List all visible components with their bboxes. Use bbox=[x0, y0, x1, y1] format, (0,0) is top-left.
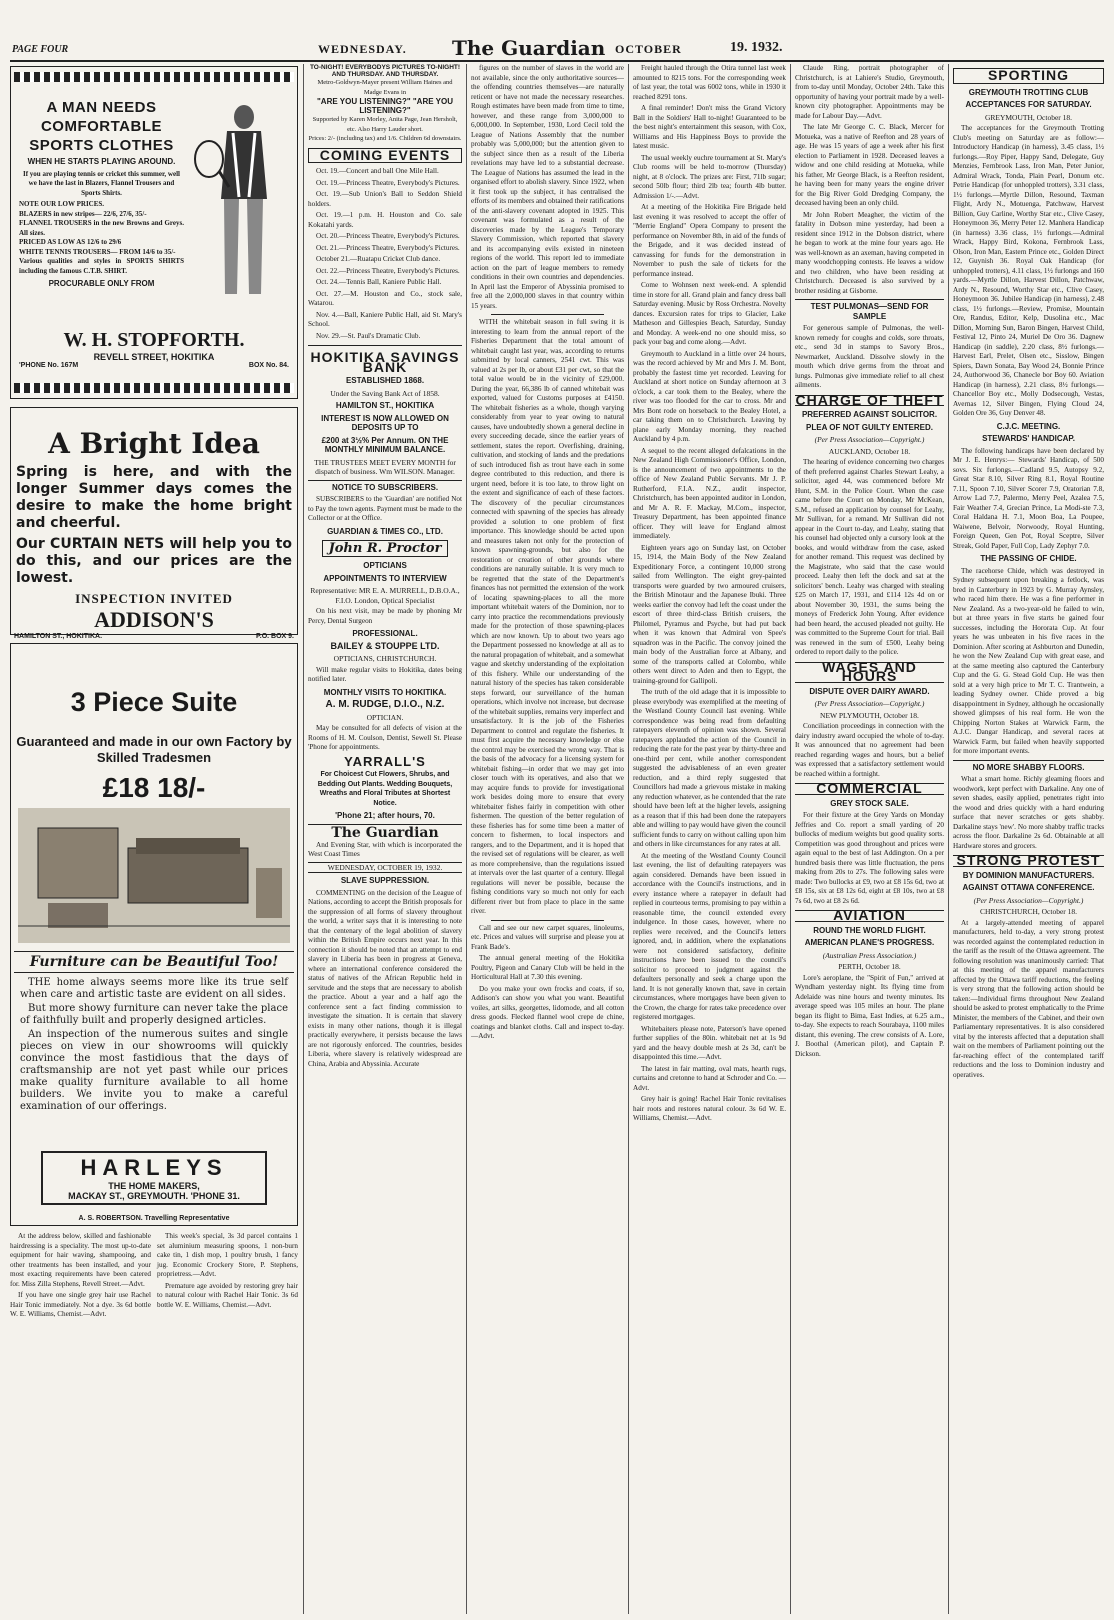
pulmonas-text: For generous sample of Pulmonas, the well-known remedy for coughs and colds, sore throats, etc., send 3d in stamps to Savory Bros., Newmarket, Auckland. Dissolve slowly in the mouth which drive germs from the throat and lungs. Pulmonas give immediate relief to all chest ailments. bbox=[795, 324, 944, 389]
professional-title: PROFESSIONAL. bbox=[352, 629, 418, 638]
slave-text-cont: figures on the number of slaves in the world are not available, since the only authoritative sources—the offending countries themselves—are naturally reticent or have not made the necessary researches. Rough estimates have been made from time to time, however, and these range from 3,000,000 to 6,000,000. In September, 1930, Lord Cecil told the League of Nations Assembly that the number probably was 5,000,000; but the attention given to the subject since then as a result of the Liberia revelations may have led to a substantial decrease. The League of Nations has assumed the lead in the organised effort to abolish slavery. Since 1922, when it first took up the subject, it has centralised the efforts of its members and obtained their ratifications of the anti-slavery covenant adopted in 1925. This covenant was formulated as a result of the discoveries made by the League's Temporary Slavery Commission, which reported that slavery and its accompanying evils existed in nineteen regions of the world. This report led to immediate action on the part of league members to remedy conditions in their own countries and dependencies. In April last the Emperor of Abyssinia promised to free all the 2,000,000 slaves in that country within 15 years. bbox=[471, 64, 624, 310]
protest-sub: BY DOMINION MANUFACTURERS. bbox=[962, 870, 1095, 880]
event-item: Oct. 27.—M. Houston and Co., stock sale, Watarou. bbox=[308, 289, 462, 307]
news-item: Grey hair is going! Rachel Hair Tonic revitalises hair roots and restores natural colour. 3s 6d W. E. Williams, Chemist.—Advt. bbox=[633, 1095, 786, 1122]
price-line: Various qualities and styles in SPORTS SHIRTS including the famous C.T.B. SHIRT. bbox=[19, 257, 184, 275]
furniture-illustration-icon bbox=[18, 808, 290, 943]
notice-title: NOTICE TO SUBSCRIBERS. bbox=[308, 480, 462, 493]
crockery-notice: This week's special, 3s 3d parcel contains 1 set aluminium measuring spoons, 1 non-burn cake tin, 1 dish mop, 1 poultry brush, 1 fancy jug. Economic Crockery Store, P. Stephens, proprietress.—Advt. bbox=[157, 1232, 298, 1278]
guardian-date: WEDNESDAY, OCTOBER 19, 1932. bbox=[308, 862, 462, 874]
addisons-name: ADDISON'S bbox=[94, 607, 214, 632]
harleys-name: HARLEYS bbox=[80, 1155, 228, 1180]
event-item: Oct. 21.—Princess Theatre, Everybody's Pictures. bbox=[316, 243, 460, 252]
news-item: Greymouth to Auckland in a little over 24 hours, was the record achieved by Mr and Mrs J. M. Bont, probably the fastest time yet recorded. Leaving for Auckland at short notice on Sunday afternoon at 3 o'clock, a car took them to the Bealey, where the river was too flooded for the car to cross. Mr and Mrs Bont rode on horseback to the Bealey Hotel, a car taking them on to Christchurch. Leaving by plane early Monday morning, they reached Auckland by 4 p.m. bbox=[633, 349, 786, 443]
bank-rate: £200 at 3½% Per Annum. ON THE MONTHLY MINIMUM BALANCE. bbox=[321, 435, 449, 454]
aviation-sub: ROUND THE WORLD FLIGHT. bbox=[813, 925, 926, 935]
ad-headline: COMFORTABLE bbox=[40, 118, 163, 135]
guardian-title: The Guardian bbox=[308, 824, 462, 841]
news-item: The late Mr George C. C. Black, Mercer for Motueka, was a native of Reefton and 28 years of age. He was 15 years of age a week after his first election to Parliament in 1928. Deceased leaves a widow and one child residing at Motueka, while his father, Mr George Black, is a Reefton resident, he having been for many years the engine driver for the Big River Gold Dredging Company, the deceased having been an only child. bbox=[795, 123, 944, 207]
ad-headline: A MAN NEEDS bbox=[46, 99, 157, 116]
event-item: Oct. 20.—Princess Theatre, Everybody's Pictures. bbox=[316, 232, 460, 240]
pictures-cast: Metro-Goldwyn-Mayer present William Haines and Madge Evans in bbox=[317, 79, 453, 96]
yarrall-text: For Choicest Cut Flowers, Shrubs, and Bedding Out Plants. Wedding Bouquets, Wreaths and Floral Tributes at Shortest Notice. bbox=[317, 771, 453, 807]
hair-tonic-notice: Premature age avoided by restoring grey hair to natural colour with Rachel Hair Tonic. 3s 6d bottle W. E. Williams, Chemist.—Advt. bbox=[157, 1281, 298, 1309]
event-item: Oct. 19.—1 p.m. H. Houston and Co. sale Kokatahi yards. bbox=[308, 211, 462, 229]
bailey-name: BAILEY & STOUPPE LTD. bbox=[330, 640, 440, 651]
poultry-notice: The annual general meeting of the Hokitika Poultry, Pigeon and Canary Club will be held in the Horticultural Hall at 7.30 this evening. bbox=[471, 954, 624, 981]
commercial-text: For their fixture at the Grey Yards on Monday Jeffries and Co. report a small yarding of 20 bullocks of medium weights but good quality sorts. Competition was good throughout and prices were again equal to the best of last Addington. On a per hundred basis there was little fluctuation, the pens making from 20s to 27s. The following sales were made: Two bullocks at £9, two at £8 15s 6d, two at £8 15s, six at £8 12s 6d, eight at £8 10s, two at £8 7s 6d, two at £8 2s 6d. bbox=[795, 811, 944, 905]
bank-established: ESTABLISHED 1868. bbox=[345, 376, 425, 385]
wages-sub: DISPUTE OVER DAIRY AWARD. bbox=[809, 686, 930, 696]
column-4 bbox=[633, 64, 786, 1614]
furniture-slogan: Furniture can be Beautiful Too! bbox=[14, 951, 294, 973]
harleys-body: An inspection of the numerous suites and single pieces on view in our showrooms will quickly convince the most fastidious that the days of craftsmanship are not yet past while our prices make quality furniture available to all home builders. We invite you to make a careful examination of our offerings. bbox=[20, 1028, 288, 1112]
news-item: Mr John Robert Meagher, the victim of the fatality in Dobson mine yesterday, had been a resident since 1912 in the Dobson district, where he began to work at the mine four years ago. He was well-known as an axeman, having competed in many woodchopping contests. He leaves a widow and two children, who have been residing at Christchurch. Deceased is also survived by a brother residing at Gisborne. bbox=[795, 210, 944, 295]
news-item: Whitebaiters please note, Paterson's have opened further supplies of the 80in. whitebait net at 1s 9d yard and the heavy double mesh at 2s 3d, can't be disappointed this time.—Advt. bbox=[633, 1024, 786, 1061]
news-item: Come to Wohnsen next week-end. A splendid time in store for all. Grand plain and fancy dress ball Saturday evening. Music by Ross Orchestra. Novelty dances. Excursion rates for trips to Glacier, Lake Matheson and Gillespies Beach, Saturday, Sunday and Monday. A week-end no one should miss, so pack your bag and come along.—Advt. bbox=[633, 281, 786, 346]
pictures-prices: Prices: 2/- (including tax) and 1/6. Children 6d downstairs. bbox=[308, 135, 462, 142]
pictures-film: "ARE YOU LISTENING?" "ARE YOU LISTENING?" bbox=[317, 97, 453, 115]
chide-title: THE PASSING OF CHIDE. bbox=[980, 554, 1077, 563]
shabby-text: What a smart home. Richly gleaming floors and woodwork, kept perfect with Darkaline. Any one of seven shades, easily applied, penetrates right into the wood and dries quickly with a hard enduring surface that never scratches or gets shabby. Darkaline stays 'new'. No more shabby traffic tracks across the floor. Darkaline 2s 6d. Obtainable at all Hardware stores and grocers. bbox=[953, 775, 1104, 850]
ad-border-pattern bbox=[14, 383, 294, 393]
commercial-sub: GREY STOCK SALE. bbox=[830, 798, 909, 808]
hair-tonic-notice: If you have one single grey hair use Rachel Hair Tonic immediately. Not a dye. 3s 6d bottle W. E. Williams, Chemist.—Advt. bbox=[10, 1291, 151, 1318]
aviation-text: Lore's aeroplane, the "Spirit of Fun," arrived at Wyndham yesterday night. Its flying time from Adelaide was nine hours and twenty minutes. Its average speed was 105 miles an hour. The plane began its flight to Bima, East Indies, at 6.25 a.m., to-day. She expects to reach Sourabaya, 1100 miles distant, this evening. The crew consists of A. Lore, J. Boothal (American pilot), and Captain P. Dickson. bbox=[795, 973, 944, 1058]
addisons-box: P.O. BOX 9. bbox=[256, 633, 294, 640]
theft-date: AUCKLAND, October 18. bbox=[828, 446, 911, 456]
bank-title: HOKITIKA SAVINGS BANK bbox=[310, 349, 460, 375]
ad-tagline: WHEN HE STARTS PLAYING AROUND. bbox=[27, 157, 176, 166]
trotting-date: GREYMOUTH, October 18. bbox=[984, 112, 1073, 122]
addisons-address: HAMILTON ST., HOKITIKA. bbox=[14, 633, 103, 640]
news-item: The usual weekly euchre tournament at St. Mary's Club rooms will be held to-morrow (Thursday) night, at 8 o'clock. The prizes are: First, 71lb sugar; second 50lb flour; third 2lb tea; fourth 4lb butter. Admission 1/-.—Advt. bbox=[633, 153, 786, 200]
trotting-title: GREYMOUTH TROTTING CLUB bbox=[968, 87, 1089, 97]
event-item: Oct. 24.—Tennis Ball, Kaniere Public Hall. bbox=[316, 278, 442, 286]
ad-body: If you are playing tennis or cricket this summer, well we have the last in Blazers, Flannel Trousers and Sports Shirts. bbox=[23, 169, 180, 197]
harleys-body: THE home always seems more like its true self when care and artistic taste are evident on all sides. bbox=[20, 976, 288, 1000]
harleys-sub: THE HOME MAKERS, bbox=[108, 1181, 200, 1191]
price-line: BLAZERS in new stripes— 22/6, 27/6, 35/- bbox=[19, 209, 147, 218]
ad-price-list bbox=[19, 200, 184, 276]
harleys-ad bbox=[10, 643, 298, 1226]
column-2 bbox=[308, 64, 462, 1614]
wages-text: Conciliation proceedings in connection with the dairy industry award occupied the whole of to-day. It was announced that no agreement had been reached regarding wages and hours, but a belief was expressed that a satisfactory settlement would be reached within a fortnight. bbox=[795, 722, 944, 778]
masthead-rule bbox=[10, 60, 1104, 62]
stopforth-box: BOX No. 84. bbox=[248, 362, 289, 369]
bailey-monthly: MONTHLY VISITS TO HOKITIKA. bbox=[323, 687, 447, 697]
event-item: Oct. 22.—Princess Theatre, Everybody's Pictures. bbox=[316, 266, 460, 275]
divider bbox=[491, 314, 604, 315]
ad-border-pattern bbox=[14, 72, 294, 82]
column-5 bbox=[795, 64, 944, 1614]
theft-text: The hearing of evidence concerning two charges of theft preferred against Charles Stewart Leahy, a solicitor, aged 44, was commenced before Mr Hunt, S.M. in the Police Court. When the case came before the Court on Monday, Mr McKean, S.M., refused an application by counsel for Leahy, Mr Sullivan, for a remand. Mr Sullivan did not appear in the Court to-day, and Leahy, stating that his counsel had objected only a cursory look at the books, and would withdraw from the case, asked for another remand. This request was declined by the Magistrate, who said that the case would proceed. Leahy then left the dock and sat at the solicitors' bench. Leahy was charged with stealing £25 on March 17, 1931, and £114 12s 4d on or about November 30, 1931, the sums being the moneys of Frederick John Young. After evidence had been heard, the accused pleaded not guilty. He was committed to the Supreme Court for trial. Bail was renewed in the sum of £500, Leahy being ordered to report daily to the police. bbox=[795, 458, 944, 656]
yarrall-phone: 'Phone 21; after hours, 70. bbox=[335, 811, 435, 820]
whitebait-text: WITH the whitebait season in full swing it is interesting to learn from the annual report of the Fisheries Department that the total amount of whitebait caught last year, was, according to returns submitted by local canners, 2541 cwt. This was valued at 2s per lb, or about £31 per cwt, so that the total value would be in the vicinity of £29,000. During the year, 66,386 lb of canned whitebait was exported, valued for Customs purposes at £4150. The whitebait fisheries as a whole, though varying considerably from year to year owing to natural causes, have undoubtedly shown a general decline in every succeeding decade, since the earlier years of settlement, states the report. Overfishing, draining, cultivation, and stocking of lands and the predations of such introduced fish as trout have each in some degree contributed to this reduction, and there is urgent need, before it is too late, to throw light on the extent and significance of each of these factors. The discovery of the peculiar circumstances connected with spawning of the species has already provided a solution to one problem of first importance. This knowledge should be acted upon and measures taken not only for the protection of known spawning-grounds, but also for the restoration or creation of other grounds where conditions are naturally suitable. It is very much to be regretted that the state of the Department's finances has not permitted the extension of the work of locating spawning-places to all the more important whitebait waters of the Dominion, nor to carry into practice the recommendations previously made for the protection of those spawning-places which are now known. Up to about two years ago the Department possessed no knowledge at all as to the natural propagation of whitebait, and a somewhat vague and sketchy understanding of the exploitation of this fishery. While our understanding of the natural history of the species has taken considerable steps forward, our surveillance of the human operations, which involve not increase, but decrease of the whitebait supplies, remains very imperfect and unsatisfactory. It is the job of the Fisheries Department to control and regulate the fisheries. It must first acquire the necessary knowledge or else the control may be exercised the wrong way. That is the basis of the advocacy for a licensing system for whitebait fishing—in order that we may get into closer touch with its operatives, and also that we may acquire funds to provide for investigational work besides doing more to ensure that every whitebaiter fishes fairly in competition with other fishermen. The question of the better regulation of these fisheries has for some time been a matter of concern to fishermen, to local inspectors and rangers, and to the Department, and it is hoped that the revised set of regulations will be clearer, as well as more comprehensive, than the regulations issued at intervals over the last quarter of a century. Illegal regulations will never be possible, because the fishing conditions vary so much not only for each different river but from place to place in the same river. bbox=[471, 318, 624, 915]
news-item: A final reminder! Don't miss the Grand Victory Ball in the Soldiers' Hall to-night! Guaranteed to be the best night's entertainment this season, with Cox, Williams and His Happiness Boys to provide the latest music. bbox=[633, 104, 786, 150]
protest-sub2: AGAINST OTTAWA CONFERENCE. bbox=[962, 883, 1095, 892]
notice-signature: GUARDIAN & TIMES CO., LTD. bbox=[327, 526, 443, 536]
price-line: PRICED AS LOW AS 12/6 to 29/6 bbox=[19, 238, 122, 246]
protest-text: At a largely-attended meeting of apparel manufacturers, held to-day, a very strong protest was recorded against the contemplated reduction in the tariff as the result of the Ottawa agreement. The following resolution was unanimously carried: That at this meeting of the apparel manufacturers affected by the Ottawa tariff reductions, the feeling is very strong that the following action should be taken:—Individual firms throughout New Zealand should be asked to protest emphatically to the Prime Minister, the members of the Cabinet, and their own Parliamentary representatives. It is also considered vital by the interests affected that a deputation shall wait on the members of Parliament pointing out the far-reaching effect of the contemplated tariff reductions and the loss to Dominion industry and operatives. bbox=[953, 918, 1104, 1079]
yarrall-name: YARRALL'S bbox=[344, 753, 426, 769]
event-item: October 21.—Ruatapu Cricket Club dance. bbox=[316, 255, 441, 263]
harleys-address: MACKAY ST., GREYMOUTH. 'PHONE 31. bbox=[68, 1191, 240, 1201]
ad-procure: PROCURABLE ONLY FROM bbox=[48, 279, 155, 288]
theft-credit: (Per Press Association—Copyright.) bbox=[814, 435, 925, 444]
addisons-text: Spring is here, and with the longer Summer days comes the desire to make the home bright and cheerful. bbox=[16, 464, 292, 531]
proctor-rep: Representative: MR E. A. MURRELL, D.B.O.A., F.I.O. London, Optical Specialist bbox=[310, 586, 460, 605]
slave-text: COMMENTING on the decision of the League of Nations, according to accept the British proposals for the suppression of all forms of slavery throughout the world, a writer says that it is interesting to note that the centenary of the legal abolition of slavery within the British Empire occurs next year. In this connection it should be noted that an attempt to end slavery in Liberia has been in progress at Geneva, where an international conference considered the status of natives of the African Republic held in servitude and the steps that are necessary to abolish the practice. About a year and a half ago the conference sent a fact finding commission to investigate the situation. It is certain that slavery exists in many other nations, though it is illegal practically everywhere, it persists because the laws are not rigorously enforced. The countries, besides Liberia, where slavery is relatively widespread are China, Arabia and Abyssinia. Accurate bbox=[308, 888, 462, 1068]
column-3 bbox=[471, 64, 624, 1614]
theft-sub2: PLEA OF NOT GUILTY ENTERED. bbox=[806, 422, 933, 432]
news-item: A sequel to the recent alleged defalcations in the New Zealand High Commissioner's Office, London, is the announcement of two appointments to the office of New Zealand Public Servants. Mr J. P. Rutherford, F.I.A. N.Z., audit inspector, Christchurch, has been appointed auditor in London, and Mr A. R. F. Mackay, M.Com., inspector, Treasury Department, has been appointed finance officer. They will leave for England almost immediately. bbox=[633, 446, 786, 540]
proctor-sub: OPTICIANS bbox=[363, 561, 407, 570]
news-item: At the meeting of the Westland County Council last evening, the list of defaulting ratepayers was again considered. Demands have been issued in accordance with the Council's instructions, and in every instance where a ratepayer in default had replied in courteous terms, promising to pay within a reasonable time, the council extended every indulgence. In those cases, however, where no replies were received, and the Council's letters ignored, and, in addition, where the explanations were not considered satisfactory, definite instructions have been issued to the council's solicitor to proceed to judgment against the defaulters personally and seek a charge upon the land. It is not generally known that, save in certain circumstances, where mortgages have been given to the Crown, the charge for rates take precedence over registered mortgages. bbox=[633, 851, 786, 1021]
rudge-sub: OPTICIAN. bbox=[366, 712, 404, 722]
proctor-logo: John R. Proctor bbox=[322, 540, 448, 557]
column-6 bbox=[953, 64, 1104, 1614]
column-divider bbox=[790, 64, 791, 1614]
aviation-title: AVIATION bbox=[795, 910, 944, 922]
column-divider bbox=[466, 64, 467, 1614]
events-list bbox=[308, 167, 462, 341]
protest-title: STRONG PROTEST bbox=[953, 855, 1104, 867]
cjc-text: The following handicaps have been declared by Mr J. E. Henrys:— Stewards' Handicap, of 500 sovs. Six furlongs.—Cadland 9.5, Autopsy 9.2, Great Star 8.10, Silver Ring 8.1, Royal Routine 7.11, Spoon 7.10, Silver Scorer 7.9, Oratorian 7.8, Arrow Lad 7.7, Palermo, Merry Peel, Azalea 7.5, Fair Weather 7.4, Grecian Prince, La Modi-ste 7.3, Coral Haldana H. 7.1, Moon Boa, La Poupee, Waiwene, Belvoir, Norwoody, Royal Hunting, Foreign Queen, Gen Pot, Royal Sceptre, Silver Streak, Gold Paper, Full Cop, Lady Zephyr 7.0. bbox=[953, 446, 1104, 550]
addisons-invite: INSPECTION INVITED bbox=[75, 591, 233, 606]
addisons-text: Our CURTAIN NETS will help you to do this, and our prices are the lowest. bbox=[16, 536, 292, 586]
suite-price: £18 18/- bbox=[102, 772, 206, 803]
notice-text: SUBSCRIBERS to the 'Guardian' are notified Not to Pay the town agents. Payment must be made to the Collector or at the Office. bbox=[308, 495, 462, 522]
page-label: PAGE FOUR bbox=[12, 44, 69, 55]
stopforth-ad bbox=[10, 66, 298, 399]
protest-date: CHRISTCHURCH, October 18. bbox=[979, 907, 1078, 916]
cjc-title: C.J.C. MEETING. bbox=[996, 421, 1061, 431]
bank-act: Under the Saving Bank Act of 1858. bbox=[330, 388, 440, 398]
aviation-date: PERTH, October 18. bbox=[838, 962, 901, 971]
event-item: Oct. 19.—Concert and ball One Mile Hall. bbox=[316, 167, 439, 175]
sportsman-illustration-icon bbox=[189, 99, 289, 309]
protest-credit: (Per Press Association—Copyright.) bbox=[973, 895, 1084, 905]
frocks-notice: Do you make your own frocks and coats, if so, Addison's can show you what you want. Beautiful voiles, art silks, georgettes, lidomode, and all cotton dress goods. Flecked flannel wool crepe de chine, coatings and blanket cloths. Call and inspect to-day.—Advt. bbox=[471, 984, 624, 1040]
news-item: Eighteen years ago on Sunday last, on October 15, 1914, the Main Body of the New Zealand Expeditionary Force, a contingent 10,000 strong sailed from Wellington. The eight grey-painted transports were guarded by two armoured cruisers, the British Minotaur and the Japanese Ibuki. Three weeks earlier the convoy had left the coast under the escort of three third-class British cruisers, the Philomel, Pyramus and Psyche, but had put back when it was known that Admiral von Spee's squadron was in the Pacific. The convoy joined the main body of the Australian force at Albany, and some of the transports called at Colombo, while others went direct to Aden and then to Egypt, the training-ground for Gallipoli. bbox=[633, 543, 786, 685]
theft-sub: PREFERRED AGAINST SOLICITOR. bbox=[801, 410, 938, 419]
masthead-month: OCTOBER bbox=[615, 42, 682, 56]
column-divider bbox=[303, 64, 304, 1614]
coming-events-title: COMING EVENTS bbox=[308, 148, 462, 164]
shabby-title: NO MORE SHABBY FLOORS. bbox=[953, 760, 1104, 773]
harleys-body: But more showy furniture can never take the place of faithfully built and properly designed articles. bbox=[20, 1002, 288, 1026]
savings-bank-ad bbox=[308, 345, 462, 477]
sporting-title: SPORTING bbox=[953, 68, 1104, 84]
bank-interest: INTEREST IS NOW ALLOWED ON DEPOSITS UP TO bbox=[321, 413, 449, 432]
pictures-heading: TO-NIGHT! EVERYBODYS PICTURES TO-NIGHT! AND THURSDAY. AND THURSDAY. bbox=[309, 64, 461, 78]
price-line: WHITE TENNIS TROUSERS— FROM 14/6 to 35/- bbox=[19, 247, 176, 256]
theft-title: CHARGE OF THEFT bbox=[795, 391, 944, 408]
hairdressing-notice: At the address below, skilled and fashionable hairdressing is a speciality. The most up-to-date equipment for hair waving, shampooing, and other treatments has been installed, and your most exacting requirements have been catered for. Miss Zilla Stephens, Revell Street.—Advt. bbox=[10, 1232, 151, 1288]
slave-title: SLAVE SUPPRESSION. bbox=[340, 876, 430, 885]
trotting-sub: ACCEPTANCES FOR SATURDAY. bbox=[965, 100, 1092, 109]
event-item: Oct. 19.—Princess Theatre, Everybody's Pictures. bbox=[316, 178, 460, 187]
newspaper-title: The Guardian bbox=[452, 36, 606, 60]
cjc-sub: STEWARDS' HANDICAP. bbox=[982, 434, 1075, 443]
proctor-text: On his next visit, may be made by phoning Mr Percy, Dental Surgeon bbox=[308, 607, 462, 625]
addisons-headline: A Bright Idea bbox=[48, 427, 260, 460]
aviation-credit: (Australian Press Association.) bbox=[822, 950, 917, 960]
guardian-text: And Evening Star, with which is incorporated the West Coast Times bbox=[308, 840, 462, 858]
suite-tagline: Guaranteed and made in our own Factory by Skilled Tradesmen bbox=[16, 734, 292, 765]
rudge-text: May be consulted for all defects of vision at the Rooms of H. M. Coulson, Dentist, Sewell St. Please 'Phone for appointments. bbox=[308, 724, 462, 751]
column-advertisements bbox=[10, 64, 298, 1614]
event-item: Oct. 19.—Sub Union's Ball to Seddon Shield holders. bbox=[308, 190, 462, 208]
trotting-text: The acceptances for the Greymouth Trotting Club's meeting on Saturday are as follow:— Introductory Handicap (in harness), 3.45 class, 1½ furlongs.—Roy Piper, Happy Sand, Delegate, Guy Menzies, Fernbrook Lass, Iron Man, Peter Junior, Admiral Wrack, Tonda, Plain Pearl, Donum etc. Petrie Handicap (for unhoppled trotters), 3.31 class, 1½ furlongs.—Myrtle Dillon, Resound, Taxman Flight, Ardy N., Motuenga, Patchwaw, Harvest Billion, Guy Carline, Worthy Star etc., Clive Casey, Honeymoon 36, Merry Peter 12. Manhera Handicap (in harness) 3.36 class, 1½ furlongs.—Admiral Wrack, Happy Bird, Kokona, Fernbrook Lass, Olson, Iron Man, Eastern Prince etc., Golden Direct 12, Guynish 36. Royal Oak Handicap (for unhoppled trotters), 4.11 class, 1½ furlongs and 160 yards.—Myrtle Dillon, Harvest Dillon, Patchwaw, Ardy N., Resound, Worthy Star etc., Clive Casey, Honeymoon 36. Jubilee Handicap (in harness), 2.48 class, 1½ furlongs.—Review, Promise, Mountain Ore, Randus, Editor, Kelp, Dusolina etc., Mac Dillon, Morning Sun, Baron Bingen, Harvest Child, Festival 12, Pinto 24, Muriel De Oro 36. Dagnew Handicap (in saddle), 2.20 class, 8½ furlongs.—Harvest Earl, Prelet, Olsen etc., Sisslow, Bingen Spiers, Dawn Sonata, Bay Wood 24, Bonnie Prince 24, Authorwood 36, Chanecle bor Boy 60. Aviation Handicap (in harness), 2.21 class, 8½ furlongs.—Chancellor Boy etc., Molly Dodsecough, Vestas, Avernas 12, Silver Bingen, Flying Cloud 24, Golden Ore 36, Guy Denver 48. bbox=[953, 124, 1104, 417]
rudge-name: A. M. RUDGE, D.I.O., N.Z. bbox=[325, 699, 445, 710]
commercial-title: COMMERCIAL bbox=[795, 783, 944, 795]
proctor-appointments: APPOINTMENTS TO INTERVIEW bbox=[323, 573, 447, 583]
aviation-sub2: AMERICAN PLANE'S PROGRESS. bbox=[804, 938, 935, 947]
news-item: The truth of the old adage that it is impossible to please everybody was exemplified at the meeting of the Westland County Council last evening. While correspondence was being read from defaulting ratepayers eleventh of opinion was shown. Several ratepayers applauded the action of the Council in reducing the rate for the past year by thirty-three and one-third per cent, while another correspondent suggested the advisableness of an even greater reduction, and a third reply suggested that Councillors had made a grievous mistake in making any reduction whatever, as he contended that the rate should have been left at the higher levels, assigning as a reason that if this had been done the ratepayers able and willing to pay would have given the council sufficient funds to carry on without calling upon him and others in like circumstances for any rates at all. bbox=[633, 688, 786, 848]
column-divider bbox=[948, 64, 949, 1614]
wages-date: NEW PLYMOUTH, October 18. bbox=[820, 710, 919, 720]
column-divider bbox=[628, 64, 629, 1614]
wages-title: WAGES AND HOURS bbox=[795, 662, 944, 683]
chide-text: The racehorse Chide, which was destroyed in Sydney subsequent upon breaking a fetlock, was bred in Canterbury in 1923 by G. Murray Aynsley, who raced him there. He was a fine performer in New Zealand. As a two-year-old he failed to win, but at three years in five starts he gained four successes, including the Hororata Cup. At four years he was unbeaten in his five races in the Dominion. After scoring at Ashburton and Dunedin, he won the New Zealand Cup with great ease, and at the same meeting also captured the Canterbury Cup and the G. G. Stead Gold Cup. He was then sold at a very high price to Mr T. C. Trantwein, a leading Sydney owner. Chide proved a big disappointment in Sydney, although he occasionally showed glimpses of his real form. He won the Chipping Norton Stakes at Warwick Farm, the A.J.C. Dangar Handicap, and several races at Warwick Farm, but failed when heavily supported for more important events. bbox=[953, 566, 1104, 755]
ad-headline: SPORTS CLOTHES bbox=[29, 137, 174, 154]
wages-credit: (Per Press Association—Copyright.) bbox=[814, 699, 925, 708]
pictures-film-repeat: "ARE YOU LISTENING?" bbox=[359, 97, 453, 115]
stopforth-name: W. H. STOPFORTH. bbox=[63, 329, 245, 351]
stopforth-address: REVELL STREET, HOKITIKA bbox=[93, 352, 215, 362]
masthead-day: WEDNESDAY. bbox=[318, 42, 407, 56]
carpet-notice: Call and see our new carpet squares, linoleums, etc. Prices and values will surprise and please you at Frank Bade's. bbox=[471, 923, 624, 951]
event-item: Nov. 4.—Ball, Kaniere Public Hall, aid St. Mary's School. bbox=[308, 310, 462, 328]
masthead bbox=[0, 0, 1114, 58]
news-item: The latest in fair matting, oval mats, hearth rugs, curtains and cretonne to hand at Schroder and Co. —Advt. bbox=[633, 1064, 786, 1092]
bank-street: HAMILTON ST., HOKITIKA bbox=[335, 401, 435, 410]
harleys-rep: A. S. ROBERTSON. Travelling Representative bbox=[78, 1215, 230, 1222]
news-item: Freight hauled through the Otira tunnel last week amounted to 8215 tons. For the corresponding week of last year, the total was 6002 tons, while in 1930 it reached 8291 tons. bbox=[633, 64, 786, 101]
news-item: Claude Ring, portrait photographer of Christchurch, is at Lahiere's Studio, Greymouth, from to-day until Monday, October 24th. Take this opportunity of having your portrait made by a well-known city photographer. Appointments may be made for Labour Day.—Advt. bbox=[795, 64, 944, 120]
bailey-text: Will make regular visits to Hokitika, dates being notified later. bbox=[308, 665, 462, 683]
pulmonas-title: TEST PULMONAS—SEND FOR SAMPLE bbox=[795, 299, 944, 321]
price-line: NOTE OUR LOW PRICES. bbox=[19, 200, 105, 208]
addisons-ad bbox=[10, 407, 298, 640]
price-line: FLANNEL TROUSERS in the new Browns and Greys. All sizes. bbox=[19, 219, 184, 237]
bailey-sub: OPTICIANS, CHRISTCHURCH. bbox=[333, 654, 437, 663]
stopforth-phone: 'PHONE No. 167M bbox=[19, 362, 79, 369]
news-item: At a meeting of the Hokitika Fire Brigade held last evening it was resolved to accept the offer of "Merrie England" Opera Company to present the performance on November 8th, in aid of the funds of the Brigade, and it was decided instead of canvassing for funds for the demonstration in November to push the sale of tickets for the performance instead. bbox=[633, 203, 786, 278]
divider bbox=[491, 920, 604, 921]
bank-trustees: THE TRUSTEES MEET EVERY MONTH for dispatch of business. Wm WILSON. Manager. bbox=[314, 457, 456, 476]
suite-headline: 3 Piece Suite bbox=[70, 687, 238, 717]
pictures-support: Supported by Karen Morley, Anita Page, Jean Hersholt, etc. Also Harry Lauder short. bbox=[312, 116, 458, 133]
event-item: Nov. 29.—St. Paul's Dramatic Club. bbox=[316, 331, 421, 340]
masthead-date: 19. 1932. bbox=[730, 40, 783, 55]
